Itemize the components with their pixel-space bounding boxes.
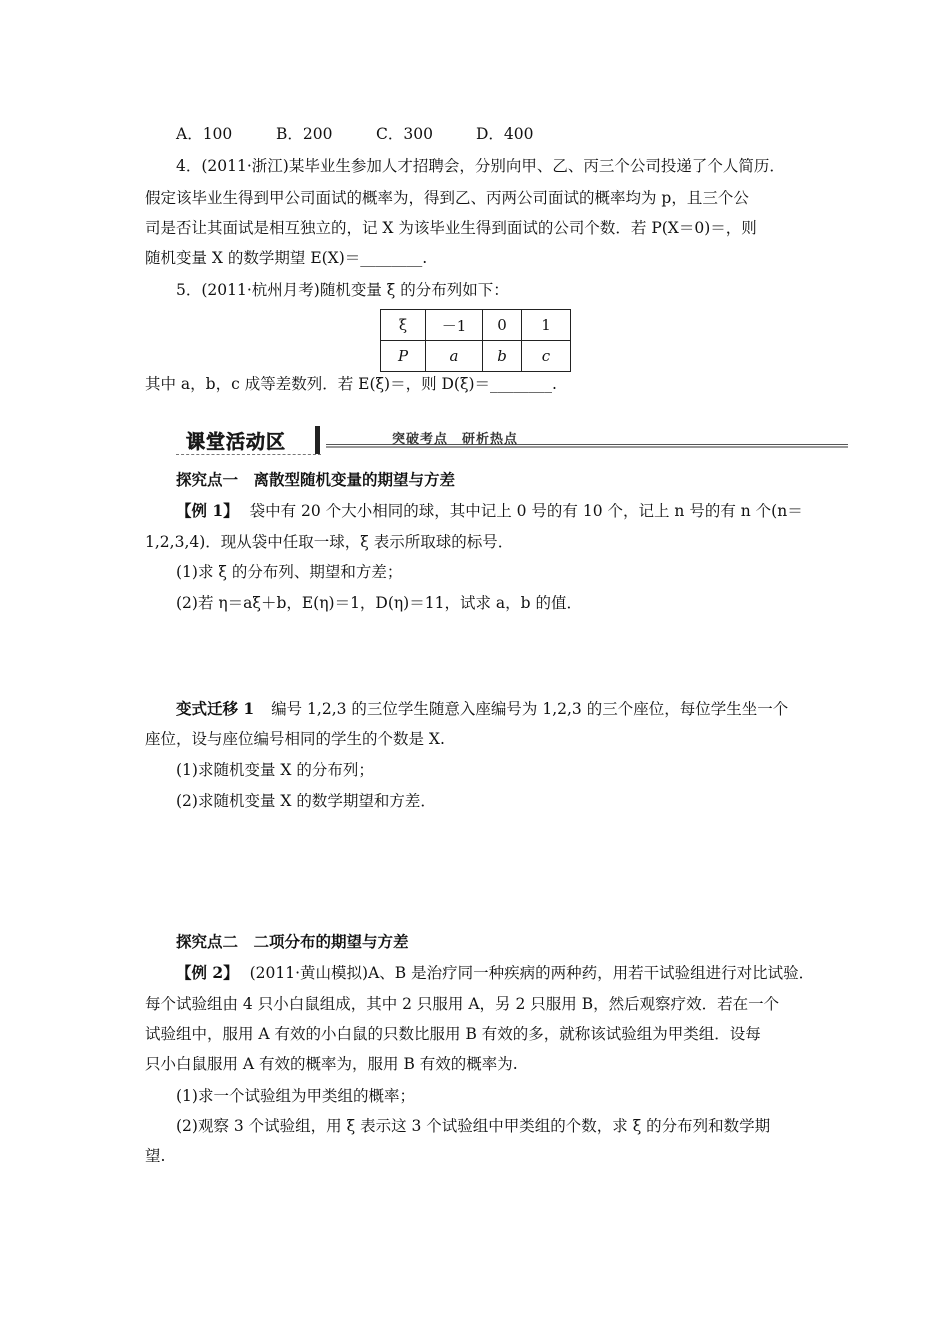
q5-line-2: 其中 a，b，c 成等差数列．若 E(ξ)＝，则 D(ξ)＝________. — [145, 375, 557, 393]
table-row — [381, 310, 571, 341]
table-cell: c — [522, 341, 571, 372]
ex2-source: (2011·黄山模拟) — [249, 964, 369, 982]
ex1-question-1: (1)求 ξ 的分布列、期望和方差； — [176, 563, 403, 581]
table-cell: －1 — [426, 310, 483, 341]
var1-line-1 — [176, 698, 788, 720]
table-cell: b — [483, 341, 522, 372]
ex2-text: A、B 是治疗同一种疾病的两种药，用若干试验组进行对比试验． — [368, 964, 815, 982]
topic1-heading: 探究点一 离散型随机变量的期望与方差 — [176, 470, 456, 489]
var1-question-1: (1)求随机变量 X 的分布列； — [176, 761, 374, 779]
ex2-line-1 — [176, 962, 814, 984]
banner-subtitle: 突破考点 研析热点 — [392, 432, 519, 447]
ex1-line-1 — [176, 500, 803, 522]
topic2-heading: 探究点二 二项分布的期望与方差 — [176, 932, 409, 951]
var1-text: 编号 1,2,3 的三位学生随意入座编号为 1,2,3 的三个座位，每位学生坐一个 — [271, 700, 789, 718]
example-label: 【例 2】 — [176, 963, 239, 982]
q5-line-1: 5．(2011·杭州月考)随机变量 ξ 的分布列如下： — [176, 281, 509, 299]
table-cell: a — [426, 341, 483, 372]
choice-a: A．100 — [176, 125, 233, 143]
q4-line-2: 假定该毕业生得到甲公司面试的概率为，得到乙、丙两公司面试的概率均为 p，且三个公 — [145, 189, 749, 207]
ex2-question-2-cont: 望. — [145, 1147, 166, 1165]
ex1-line-2: 1,2,3,4)．现从袋中任取一球，ξ 表示所取球的标号． — [145, 533, 514, 551]
q4-line-1: 4．(2011·浙江)某毕业生参加人才招聘会，分别向甲、乙、丙三个公司投递了个人简历． — [176, 157, 785, 175]
banner-title: 课堂活动区 — [186, 431, 287, 453]
table-row — [381, 341, 571, 372]
example-label: 【例 1】 — [176, 501, 239, 520]
banner-dashed-underline — [176, 454, 321, 455]
choice-b: B．200 — [276, 125, 333, 143]
ex1-question-2: (2)若 η＝aξ＋b，E(η)＝1，D(η)＝11，试求 a，b 的值． — [176, 594, 582, 612]
q3-choices — [176, 123, 576, 145]
ex1-text: 袋中有 20 个大小相同的球，其中记上 0 号的有 10 个，记上 n 号的有 n 个(n＝ — [249, 502, 803, 520]
ex2-line-2: 每个试验组由 4 只小白鼠组成，其中 2 只服用 A，另 2 只服用 B，然后观察疗效．若在一个 — [145, 995, 780, 1013]
distribution-table — [380, 309, 571, 372]
variation-label: 变式迁移 1 — [176, 699, 255, 718]
table-cell: ξ — [381, 310, 426, 341]
table-cell: P — [381, 341, 426, 372]
var1-question-2: (2)求随机变量 X 的数学期望和方差． — [176, 792, 436, 810]
section-banner — [176, 426, 848, 456]
ex2-line-4: 只小白鼠服用 A 有效的概率为，服用 B 有效的概率为. — [145, 1055, 518, 1073]
ex2-question-2: (2)观察 3 个试验组，用 ξ 表示这 3 个试验组中甲类组的个数，求 ξ 的分布列和数学期 — [176, 1117, 771, 1135]
ex2-line-3: 试验组中，服用 A 有效的小白鼠的只数比服用 B 有效的多，就称该试验组为甲类组．设每 — [145, 1025, 761, 1043]
q4-line-3: 司是否让其面试是相互独立的，记 X 为该毕业生得到面试的公司个数．若 P(X＝0)＝，则 — [145, 219, 757, 237]
banner-divider — [315, 426, 320, 454]
choice-c: C．300 — [376, 125, 433, 143]
ex2-question-1: (1)求一个试验组为甲类组的概率； — [176, 1087, 415, 1105]
table-cell: 0 — [483, 310, 522, 341]
table-cell: 1 — [522, 310, 571, 341]
var1-line-2: 座位，设与座位编号相同的学生的个数是 X. — [145, 730, 445, 748]
q4-line-4: 随机变量 X 的数学期望 E(X)＝________. — [145, 249, 428, 267]
choice-d: D．400 — [476, 125, 534, 143]
